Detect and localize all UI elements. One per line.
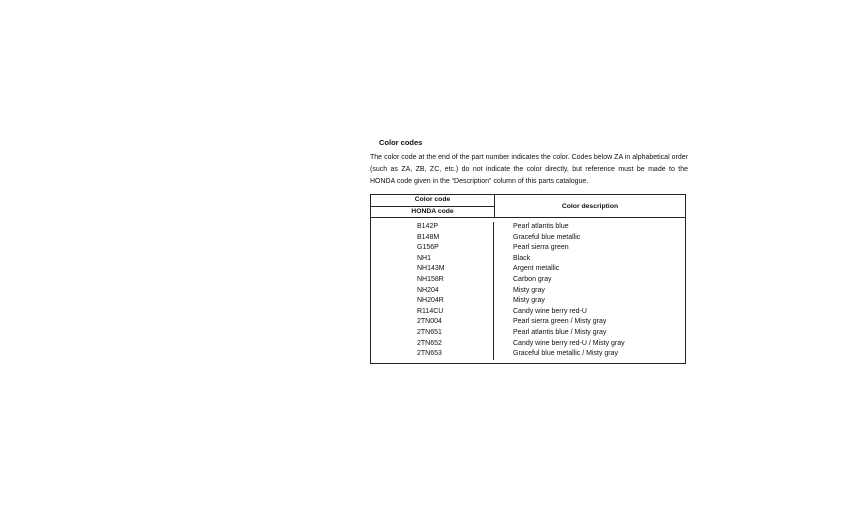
- table-header: [371, 195, 685, 218]
- color-description-cell: Pearl atlantis blue: [513, 223, 569, 230]
- color-description-cell: Candy wine berry red-U: [513, 307, 587, 315]
- color-description-cell: Graceful blue metallic: [513, 233, 581, 241]
- color-description-header: Color description: [561, 202, 619, 210]
- honda-code-cell: B148M: [417, 233, 440, 241]
- honda-code-cell: NH204: [417, 286, 439, 294]
- honda-code-cell: NH204R: [417, 297, 444, 305]
- color-description-cell: Pearl sierra green: [513, 244, 569, 252]
- honda-code-column: [371, 222, 494, 360]
- section-title: Color codes: [379, 138, 423, 147]
- honda-code-cell: 2TN651: [417, 328, 442, 336]
- color-description-cell: Argent metallic: [513, 265, 560, 273]
- color-description-cell: Misty gray: [513, 297, 545, 305]
- code-header-group: [371, 195, 495, 217]
- honda-code-cell: 2TN004: [417, 318, 442, 326]
- color-description-cell: Graceful blue metallic / Misty gray: [513, 350, 619, 358]
- honda-code-cell: NH158R: [417, 275, 444, 283]
- honda-code-cell: B142P: [417, 223, 439, 230]
- honda-code-cell: NH143M: [417, 265, 445, 273]
- honda-code-cell: 2TN653: [417, 350, 442, 358]
- honda-code-cell: NH1: [417, 254, 432, 262]
- intro-paragraph: The color code at the end of the part number indicates the color. Codes below ZA in alphabetical order (such as ZA, ZB, ZC, etc.) do not indicate the color directly, but reference must be made to the HONDA code given in the “Description” column of this parts catalogue.: [370, 154, 688, 185]
- honda-code-cell: 2TN652: [417, 339, 442, 347]
- color-code-table: [370, 194, 686, 364]
- color-code-header: Color code: [371, 195, 494, 207]
- honda-code-header: HONDA code: [411, 207, 454, 215]
- honda-code-cell: G156P: [417, 244, 439, 252]
- color-description-cell: Black: [513, 254, 531, 262]
- color-description-cell: Candy wine berry red-U / Misty gray: [513, 339, 625, 347]
- color-description-cell: Pearl atlantis blue / Misty gray: [513, 328, 607, 336]
- color-description-cell: Misty gray: [513, 286, 545, 294]
- color-description-cell: Carbon gray: [513, 275, 552, 283]
- color-description-column: [494, 222, 685, 360]
- table-body: [371, 218, 685, 363]
- honda-code-cell: R114CU: [417, 307, 444, 315]
- color-description-cell: Pearl sierra green / Misty gray: [513, 318, 607, 326]
- color-codes-section: [370, 138, 688, 364]
